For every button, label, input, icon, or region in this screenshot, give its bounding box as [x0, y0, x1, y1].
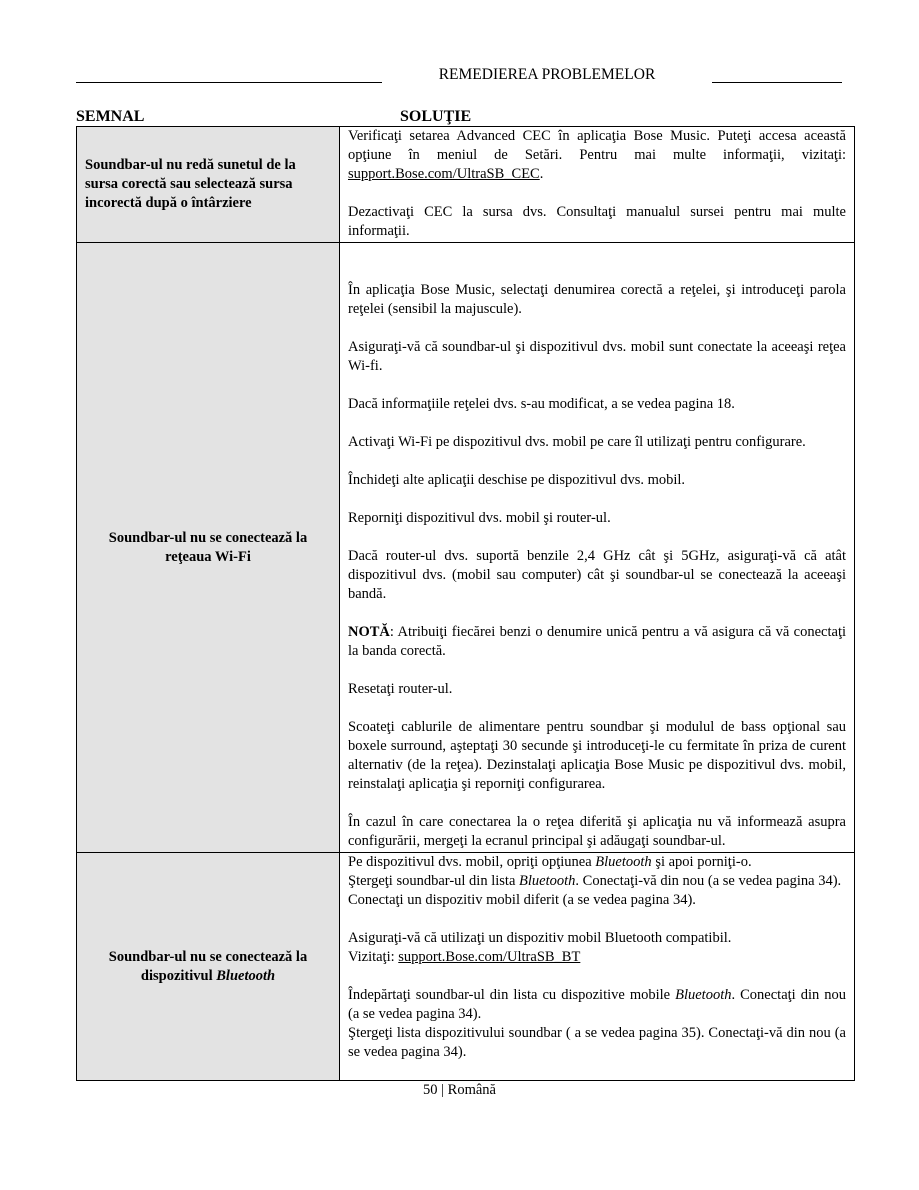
signal-text: Soundbar-ul nu se conectează la dispozitivul Bluetooth — [108, 948, 308, 984]
signal-cell — [77, 853, 340, 1081]
column-header-solution: SOLUŢIE — [400, 108, 472, 125]
solution-item: Verificaţi setarea Advanced CEC în aplicaţia Bose Music. Puteţi accesa această opţiune în meniul de Setări. Pentru mai multe informaţii, vizitaţi: support.Bose.com/UltraSB_CEC. — [348, 128, 846, 182]
solution-item: Vizitaţi: support.Bose.com/UltraSB_BT — [348, 949, 581, 965]
solution-item: În cazul în care conectarea la o reţea diferită şi aplicaţia nu vă informează asupra configurării, mergeţi la ecranul principal şi adăugaţi soundbar-ul. — [348, 814, 846, 849]
solution-item: Pe dispozitivul dvs. mobil, opriţi opţiunea Bluetooth şi apoi porniţi-o. — [348, 854, 752, 870]
solution-item: În aplicaţia Bose Music, selectaţi denumirea corectă a reţelei, şi introduceţi parola reţelei (sensibil la majuscule). — [348, 282, 846, 317]
solution-cell — [340, 243, 855, 853]
solution-item: Conectaţi un dispozitiv mobil diferit (a se vedea pagina 34). — [348, 892, 696, 908]
note-label: NOTĂ — [348, 624, 390, 640]
page-header — [76, 66, 842, 84]
signal-text: Soundbar-ul nu se conectează la reţeaua Wi-Fi — [108, 529, 308, 565]
header-rule-left — [76, 82, 382, 83]
solution-item: Asiguraţi-vă că soundbar-ul şi dispozitivul dvs. mobil sunt conectate la aceeaşi reţea Wi-fi. — [348, 339, 846, 374]
page-footer: 50 | Română — [423, 1082, 496, 1098]
solution-item: Îndepărtaţi soundbar-ul din lista cu dispozitive mobile Bluetooth. Conectaţi din nou (a se vedea pagina 34). — [348, 987, 846, 1022]
solution-item: Dacă router-ul dvs. suportă benzile 2,4 GHz cât şi 5GHz, asiguraţi-vă că atât dispozitivul dvs. (mobil sau computer) cât şi soundbar-ul se conectează la aceeaşi bandă. — [348, 548, 846, 602]
solution-item: Ştergeţi lista dispozitivului soundbar ( a se vedea pagina 35). Conectaţi-vă din nou (a se vedea pagina 34). — [348, 1025, 846, 1060]
table-row — [77, 853, 855, 1081]
table-row — [77, 243, 855, 853]
signal-text: Soundbar-ul nu redă sunetul de la sursa corectă sau selectează sursa incorectă după o întârziere — [85, 157, 296, 211]
solution-item: Activaţi Wi-Fi pe dispozitivul dvs. mobil pe care îl utilizaţi pentru configurare. — [348, 434, 806, 450]
troubleshooting-table — [76, 126, 855, 1081]
table-row — [77, 127, 855, 243]
solution-item: Ştergeţi soundbar-ul din lista Bluetooth. Conectaţi-vă din nou (a se vedea pagina 34). — [348, 873, 842, 889]
solution-item: Reporniţi dispozitivul dvs. mobil şi router-ul. — [348, 510, 611, 526]
signal-cell — [77, 127, 340, 243]
solution-cell — [340, 853, 855, 1081]
support-link[interactable]: support.Bose.com/UltraSB_BT — [398, 949, 581, 965]
support-link[interactable]: support.Bose.com/UltraSB_CEC — [348, 166, 540, 182]
note-item: NOTĂ: Atribuiţi fiecărei benzi o denumire unică pentru a vă asigura că vă conectaţi la banda corectă. — [348, 624, 846, 659]
signal-cell — [77, 243, 340, 853]
solution-item: Scoateţi cablurile de alimentare pentru soundbar şi modulul de bass opţional sau boxele surround, aşteptaţi 30 secunde şi introduceţi-le cu fermitate în priza de curent alternativ (de la reţea). Dezinstalaţi aplicaţia Bose Music pe dispozitivul dvs. mobil, reinstalaţi aplicaţia şi reporniţi configurarea. — [348, 719, 846, 792]
header-rule-right — [712, 82, 842, 83]
column-header-signal: SEMNAL — [76, 108, 145, 125]
solution-item: Asiguraţi-vă că utilizaţi un dispozitiv mobil Bluetooth compatibil. — [348, 930, 732, 946]
solution-cell — [340, 127, 855, 243]
solution-item: Resetaţi router-ul. — [348, 681, 453, 697]
solution-item: Închideţi alte aplicaţii deschise pe dispozitivul dvs. mobil. — [348, 472, 686, 488]
section-title: REMEDIEREA PROBLEMELOR — [438, 66, 656, 83]
solution-item: Dacă informaţiile reţelei dvs. s-au modificat, a se vedea pagina 18. — [348, 396, 735, 412]
solution-item: Dezactivaţi CEC la sursa dvs. Consultaţi manualul sursei pentru mai multe informaţii. — [348, 204, 846, 239]
